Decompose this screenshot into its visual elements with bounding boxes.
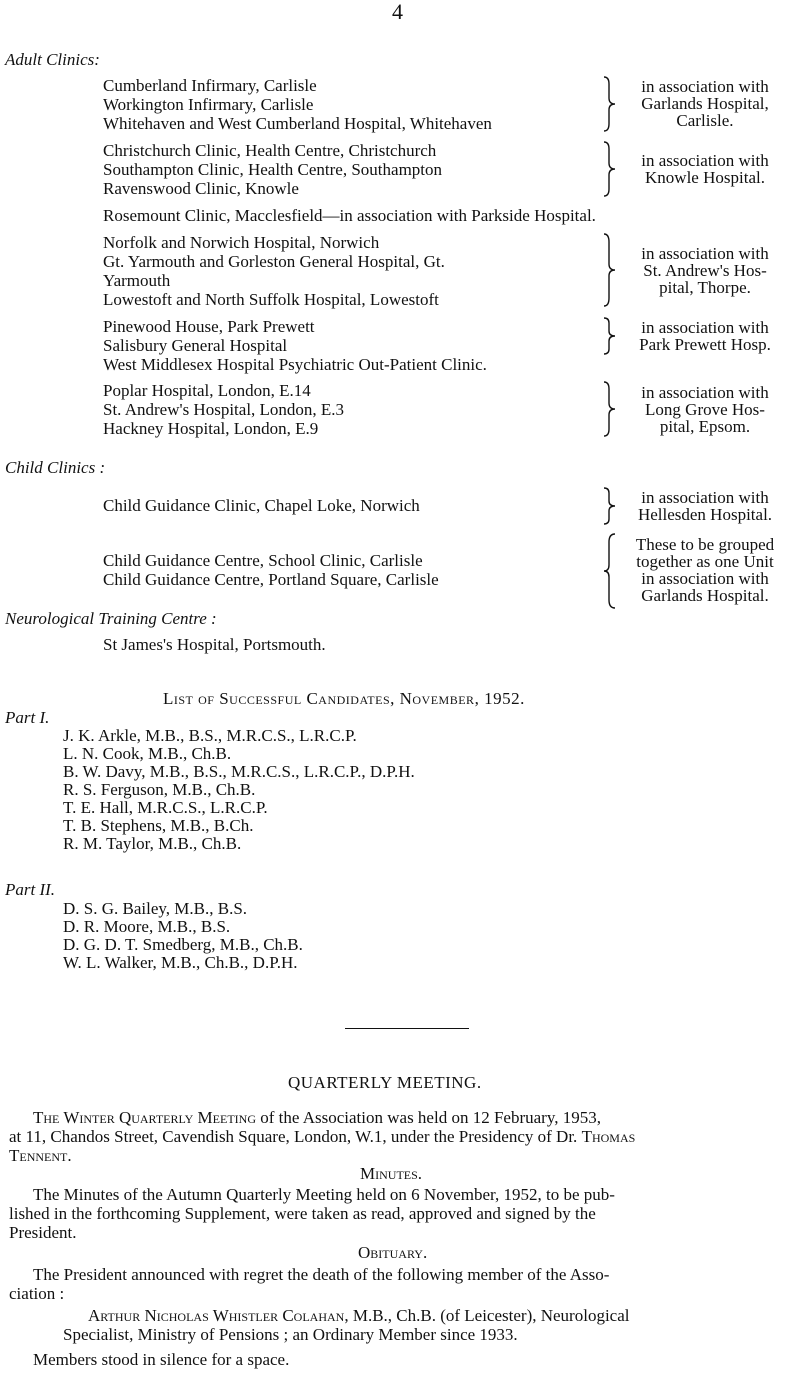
clinic-item: Southampton Clinic, Health Centre, Southampton: [103, 160, 443, 179]
candidate-name: T. E. Hall, M.R.C.S., L.R.C.P.: [63, 798, 268, 817]
candidate-name: R. M. Taylor, M.B., Ch.B.: [63, 834, 242, 853]
association-line: in association with: [641, 151, 769, 170]
candidate-name: D. S. G. Bailey, M.B., B.S.: [63, 899, 248, 918]
clinic-item: Child Guidance Clinic, Chapel Loke, Norwich: [103, 496, 420, 515]
association-line: Carlisle.: [676, 111, 734, 130]
clinic-group-london: [103, 381, 344, 438]
clinic-item: West Middlesex Hospital Psychiatric Out-Patient Clinic.: [103, 355, 487, 374]
brace-icon: [603, 233, 617, 307]
clinic-item: Ravenswood Clinic, Knowle: [103, 179, 299, 198]
association-line: Park Prewett Hosp.: [639, 335, 771, 354]
association-line: pital, Epsom.: [659, 417, 751, 436]
association-line: in association with: [641, 77, 769, 96]
association-line: together as one Unit: [636, 552, 774, 571]
association-note: [620, 384, 790, 435]
meeting-intro-line2: at 11, Chandos Street, Cavendish Square, London, W.1, under the Presidency of Dr.: [9, 1127, 582, 1146]
clinic-item: Child Guidance Centre, School Clinic, Carlisle: [103, 551, 423, 570]
clinic-group-park-prewett: [103, 317, 487, 374]
association-line: Hellesden Hospital.: [637, 505, 773, 524]
clinic-group-cumberland: [103, 76, 492, 133]
obituary-paragraph: [9, 1265, 797, 1303]
part2-heading: Part II.: [5, 880, 56, 899]
deceased-name: Arthur Nicholas Whistler Colahan: [88, 1306, 345, 1325]
brace-icon: [603, 533, 617, 609]
clinic-item: Poplar Hospital, London, E.14: [103, 381, 311, 400]
candidate-name: R. S. Ferguson, M.B., Ch.B.: [63, 780, 256, 799]
association-line: These to be grouped: [635, 535, 775, 554]
clinic-item: Gt. Yarmouth and Gorleston General Hospital, Gt.: [103, 252, 445, 271]
brace-icon: [603, 381, 617, 437]
clinic-item: St. Andrew's Hospital, London, E.3: [103, 400, 345, 419]
clinic-group-christchurch: [103, 141, 442, 198]
clinic-rosemount: Rosemount Clinic, Macclesfield—in association with Parkside Hospital.: [103, 206, 596, 225]
brace-icon: [603, 141, 617, 197]
clinic-item: Workington Infirmary, Carlisle: [103, 95, 314, 114]
candidate-name: B. W. Davy, M.B., B.S., M.R.C.S., L.R.C.P., D.P.H.: [63, 762, 415, 781]
neuro-training-item: St James's Hospital, Portsmouth.: [103, 635, 326, 654]
association-note: [620, 245, 790, 296]
clinic-item: Hackney Hospital, London, E.9: [103, 419, 319, 438]
clinic-item: Cumberland Infirmary, Carlisle: [103, 76, 317, 95]
brace-icon: [603, 76, 617, 132]
association-line: in association with: [641, 244, 769, 263]
association-line: Garlands Hospital.: [641, 586, 769, 605]
association-note: [620, 489, 790, 523]
president-surname: Tennent: [9, 1146, 68, 1165]
obituary-entry: [88, 1306, 629, 1325]
minutes-heading: Minutes.: [360, 1164, 423, 1183]
child-clinics-heading: Child Clinics :: [5, 458, 106, 477]
association-line: in association with: [641, 488, 769, 507]
clinic-item: Norfolk and Norwich Hospital, Norwich: [103, 233, 380, 252]
candidate-name: T. B. Stephens, M.B., B.Ch.: [63, 816, 254, 835]
brace-icon: [603, 317, 617, 355]
clinic-item: Child Guidance Centre, Portland Square, Carlisle: [103, 570, 439, 589]
association-line: Garlands Hospital,: [641, 94, 769, 113]
section-divider: [345, 1028, 469, 1029]
meeting-intro: [9, 1108, 797, 1165]
minutes-line: The Minutes of the Autumn Quarterly Meeting held on 6 November, 1952, to be pub-: [33, 1185, 615, 1204]
association-line: Knowle Hospital.: [645, 168, 765, 187]
deceased-details: , M.B., Ch.B. (of Leicester), Neurological: [344, 1306, 630, 1325]
part1-heading: Part I.: [5, 708, 50, 727]
association-line: in association with: [641, 318, 769, 337]
clinic-item: Yarmouth: [103, 271, 171, 290]
obituary-line: The President announced with regret the death of the following member of the Asso-: [33, 1265, 610, 1284]
association-note: [620, 78, 790, 129]
association-line: Long Grove Hos-: [645, 400, 765, 419]
clinic-group-child-norwich: [103, 496, 420, 515]
candidates-title: List of Successful Candidates, November, 1952.: [163, 689, 525, 708]
minutes-line: President.: [9, 1223, 77, 1242]
candidate-name: D. R. Moore, M.B., B.S.: [63, 917, 231, 936]
brace-icon: [603, 487, 617, 525]
part2-list: [63, 899, 303, 971]
minutes-line: lished in the forthcoming Supplement, were taken as read, approved and signed by the: [9, 1204, 596, 1223]
president-first-name: Thomas: [581, 1127, 636, 1146]
clinic-item: Pinewood House, Park Prewett: [103, 317, 315, 336]
meeting-intro-end: .: [67, 1146, 72, 1165]
association-note: [620, 536, 790, 604]
association-note: [620, 319, 790, 353]
obituary-heading: Obituary.: [358, 1243, 428, 1262]
association-note: [620, 152, 790, 186]
meeting-intro-lead: The Winter Quarterly Meeting: [33, 1108, 256, 1127]
closing-line: Members stood in silence for a space.: [33, 1350, 290, 1369]
meeting-intro-line1: of the Association was held on 12 February, 1953,: [255, 1108, 601, 1127]
association-line: in association with: [641, 569, 769, 588]
neuro-training-heading: Neurological Training Centre :: [5, 609, 217, 628]
candidate-name: D. G. D. T. Smedberg, M.B., Ch.B.: [63, 935, 303, 954]
candidate-name: J. K. Arkle, M.B., B.S., M.R.C.S., L.R.C.P.: [63, 726, 357, 745]
clinic-item: Christchurch Clinic, Health Centre, Christchurch: [103, 141, 437, 160]
page-number: 4: [392, 0, 403, 24]
association-line: pital, Thorpe.: [659, 278, 751, 297]
part1-list: [63, 726, 415, 852]
candidate-name: W. L. Walker, M.B., Ch.B., D.P.H.: [63, 953, 298, 972]
candidate-name: L. N. Cook, M.B., Ch.B.: [63, 744, 232, 763]
clinic-item: Whitehaven and West Cumberland Hospital, Whitehaven: [103, 114, 492, 133]
clinic-item: Salisbury General Hospital: [103, 336, 288, 355]
clinic-group-norwich: [103, 233, 445, 309]
association-line: in association with: [641, 383, 769, 402]
adult-clinics-heading: Adult Clinics:: [5, 50, 100, 69]
obituary-entry-line2: Specialist, Ministry of Pensions ; an Ordinary Member since 1933.: [63, 1325, 518, 1344]
quarterly-meeting-title: QUARTERLY MEETING.: [288, 1073, 482, 1092]
minutes-paragraph: [9, 1185, 797, 1242]
clinic-group-child-carlisle: [103, 551, 439, 589]
obituary-line: ciation :: [9, 1284, 65, 1303]
clinic-item: Lowestoft and North Suffolk Hospital, Lowestoft: [103, 290, 439, 309]
association-line: St. Andrew's Hos-: [643, 261, 767, 280]
